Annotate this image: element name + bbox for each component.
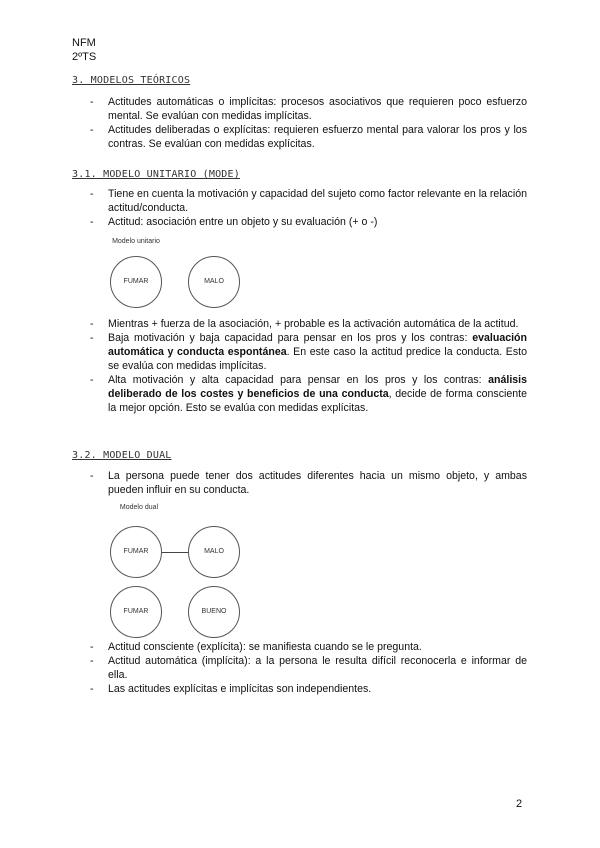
page-number: 2 [516, 798, 523, 810]
dual-model-diagram [100, 502, 250, 642]
list-item: - Actitud automática (implícita): a la persona le resulta difícil reconocerla e informar de ella. [90, 654, 527, 682]
list-item: - Las actitudes explícitas e implícitas son independientes. [90, 682, 527, 696]
diagram-label: Modelo unitario [112, 238, 160, 245]
bullet-list [90, 95, 527, 151]
list-item: - Actitud consciente (explícita): se manifiesta cuando se le pregunta. [90, 640, 527, 654]
node-fumar [110, 256, 162, 308]
node-bueno [188, 586, 240, 638]
list-item: - La persona puede tener dos actitudes diferentes hacia un mismo objeto, y ambas pueden influir en su conducta. [90, 469, 527, 497]
node-label: MALO [204, 278, 224, 285]
bullet-list [90, 640, 527, 696]
bullet-list [90, 187, 527, 229]
section-title-modelos-teoricos: 3. MODELOS TEÓRICOS [72, 75, 191, 86]
list-item: - Baja motivación y baja capacidad para pensar en los pros y los contras: evaluación automática y conducta espontánea. En este caso la actitud predice la conducta. Esto se evalúa con medidas implícitas. [90, 331, 527, 373]
list-item: - Actitudes deliberadas o explícitas: requieren esfuerzo mental para valorar los pros y los contras. Se evalúan con medidas explícitas. [90, 123, 527, 151]
header-course: 2ºTS [72, 51, 97, 63]
node-fumar [110, 526, 162, 578]
list-item: - Tiene en cuenta la motivación y capacidad del sujeto como factor relevante en la relación actitud/conducta. [90, 187, 527, 215]
node-label: BUENO [201, 608, 227, 615]
bullet-list [90, 317, 527, 415]
section-title-modelo-unitario: 3.1. MODELO UNITARIO (MODE) [72, 169, 240, 180]
association-line [162, 552, 188, 553]
node-malo [188, 526, 240, 578]
node-label: FUMAR [123, 278, 149, 285]
list-item: - Alta motivación y alta capacidad para pensar en los pros y los contras: análisis deliberado de los costes y beneficios de una conducta, decide de forma consciente la mejor opción. Esto se evalúa con medidas explícitas. [90, 373, 527, 415]
node-label: MALO [204, 548, 224, 555]
node-label: FUMAR [123, 608, 149, 615]
list-item: - Actitud: asociación entre un objeto y su evaluación (+ o -) [90, 215, 527, 229]
list-item: - Mientras + fuerza de la asociación, + probable es la activación automática de la actitud. [90, 317, 527, 331]
diagram-label: Modelo dual [119, 504, 159, 511]
bullet-list [90, 469, 527, 497]
node-fumar [110, 586, 162, 638]
header-author: NFM [72, 37, 96, 49]
list-item: - Actitudes automáticas o implícitas: procesos asociativos que requieren poco esfuerzo mental. Se evalúan con medidas implícitas. [90, 95, 527, 123]
unitary-model-diagram [100, 232, 250, 312]
section-title-modelo-dual: 3.2. MODELO DUAL [72, 450, 172, 461]
node-label: FUMAR [123, 548, 149, 555]
node-malo [188, 256, 240, 308]
